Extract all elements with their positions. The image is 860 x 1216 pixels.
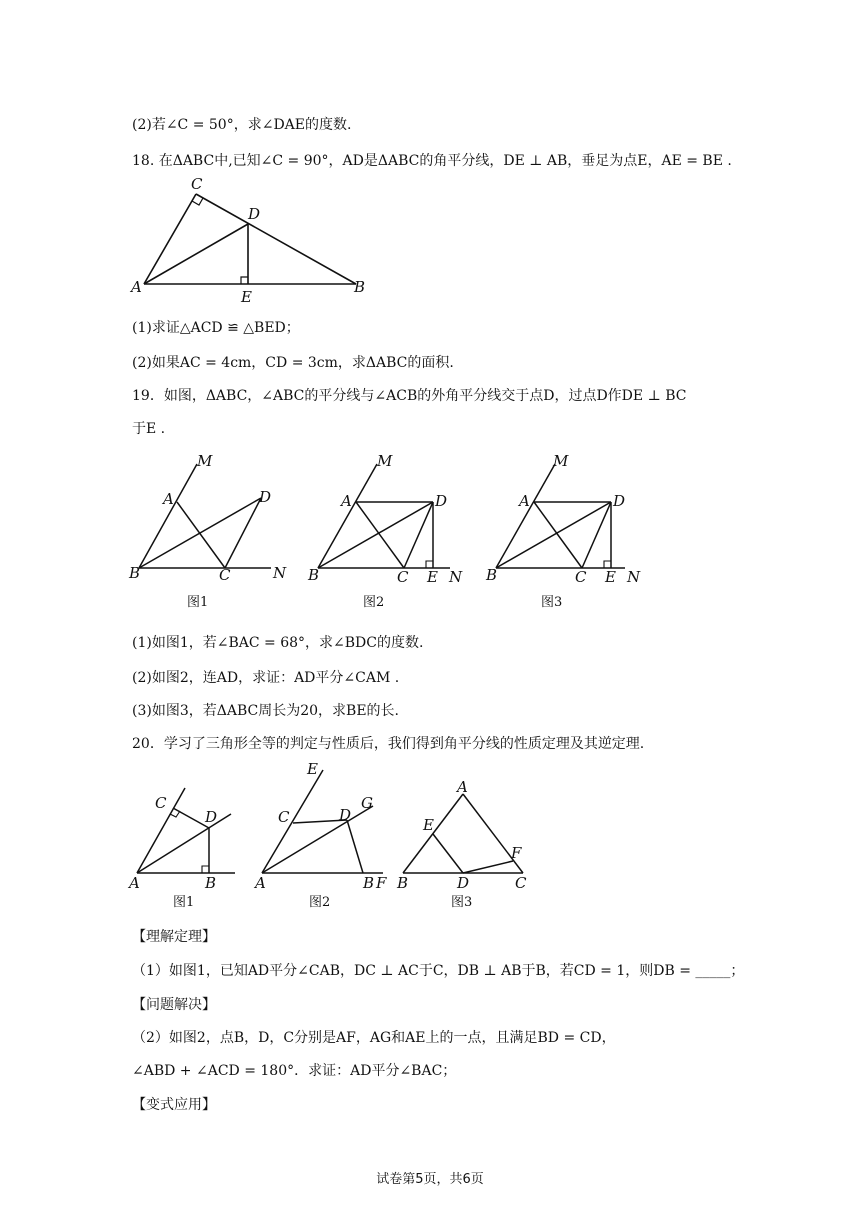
- q20f1-label-a: A: [129, 874, 140, 892]
- section-problem-solving: 【问题解决】: [132, 997, 216, 1013]
- q19-stem-b: 于E .: [132, 421, 166, 437]
- label-c: C: [191, 175, 203, 193]
- right-angle-e: [241, 277, 248, 284]
- q19-part2: (2)如图2，连AD，求证：AD平分∠CAM .: [132, 670, 400, 686]
- label-d: D: [248, 205, 261, 223]
- q19f3-label-c: C: [575, 568, 587, 586]
- q20-figures: [125, 758, 545, 913]
- q19f3-label-n: N: [627, 568, 641, 586]
- q19f2-label-d: D: [435, 492, 448, 510]
- q19-part3: (3)如图3，若ΔABC周长为20，求BE的长.: [132, 703, 399, 719]
- label-e: E: [241, 288, 252, 305]
- q20-part2-b: ∠ABD + ∠ACD = 180°．求证：AD平分∠BAC；: [132, 1063, 457, 1079]
- q20f3-label-e: E: [423, 816, 434, 834]
- q20f3-label-f: F: [511, 844, 522, 862]
- q20-fig3: [403, 794, 523, 873]
- q19f3-label-d: D: [613, 492, 626, 510]
- q20f3-label-c: C: [515, 874, 527, 892]
- q20-part2-a: （2）如图2，点B，D，C分别是AF，AG和AE上的一点，且满足BD = CD，: [132, 1030, 616, 1046]
- q19f1-label-m: M: [197, 452, 213, 470]
- q19f2-label-c: C: [397, 568, 409, 586]
- q20-fig1: [137, 788, 235, 873]
- q19f3-label-b: B: [486, 566, 498, 584]
- q20f3-label-d: D: [457, 874, 470, 892]
- q19-figures: [125, 450, 655, 615]
- q20f2-label-g: G: [361, 794, 373, 812]
- q19f1-label-c: C: [219, 566, 231, 584]
- q19f1-label-b: B: [129, 564, 141, 582]
- q20-caption-1: 图1: [173, 895, 195, 910]
- q20-caption-3: 图3: [451, 895, 473, 910]
- segment-ad: [144, 224, 248, 284]
- q20f2-label-b: B: [363, 874, 375, 892]
- q19f1-label-a: A: [163, 490, 174, 508]
- q19-stem-a: 19．如图，ΔABC，∠ABC的平分线与∠ACB的外角平分线交于点D，过点D作DE ⊥ BC: [132, 388, 687, 404]
- q19f2-label-e: E: [427, 568, 438, 586]
- q19-fig1: [139, 464, 271, 568]
- section-understand-theorem: 【理解定理】: [132, 929, 216, 945]
- page-footer: 试卷第5页，共6页: [376, 1172, 484, 1187]
- q18-stem: 18. 在ΔABC中,已知∠C = 90°，AD是ΔABC的角平分线，DE ⊥ AB，垂足为点E，AE = BE .: [132, 153, 732, 169]
- side-ac: [144, 194, 196, 284]
- label-b: B: [354, 278, 366, 296]
- q20f2-label-c: C: [278, 808, 290, 826]
- q20f1-label-b: B: [205, 874, 217, 892]
- q19f2-label-m: M: [377, 452, 393, 470]
- section-variant-application: 【变式应用】: [132, 1097, 216, 1113]
- q19f2-label-n: N: [449, 568, 463, 586]
- q20f2-label-d: D: [339, 806, 352, 824]
- side-cb: [196, 194, 356, 284]
- q19-fig2: [318, 464, 450, 568]
- q19-caption-2: 图2: [363, 595, 385, 610]
- label-a: A: [131, 278, 142, 296]
- q17-part2: (2)若∠C = 50°，求∠DAE的度数.: [132, 117, 352, 133]
- q19-fig3: [496, 464, 625, 568]
- q20f1-label-d: D: [205, 808, 218, 826]
- q19f2-label-a: A: [341, 492, 352, 510]
- q18-part2: (2)如果AC = 4cm，CD = 3cm，求ΔABC的面积.: [132, 355, 454, 371]
- q18-triangle-figure: [128, 170, 378, 305]
- q19f2-label-b: B: [308, 566, 320, 584]
- q20f3-label-a: A: [457, 778, 468, 796]
- q19f1-label-d: D: [259, 488, 272, 506]
- q19f3-label-m: M: [553, 452, 569, 470]
- q20f2-label-f: F: [376, 874, 387, 892]
- q20-stem: 20．学习了三角形全等的判定与性质后，我们得到角平分线的性质定理及其逆定理.: [132, 736, 645, 752]
- q19-caption-1: 图1: [187, 595, 209, 610]
- q20f2-label-e: E: [307, 760, 318, 778]
- q20f3-label-b: B: [397, 874, 409, 892]
- q20-part1: （1）如图1，已知AD平分∠CAB，DC ⊥ AC于C，DB ⊥ AB于B，若CD = 1，则DB = _____；: [132, 963, 745, 979]
- q20f1-label-c: C: [155, 794, 167, 812]
- q19-part1: (1)如图1，若∠BAC = 68°，求∠BDC的度数.: [132, 635, 424, 651]
- q18-part1: (1)求证△ACD ≌ △BED；: [132, 320, 300, 336]
- q20-caption-2: 图2: [309, 895, 331, 910]
- q19f3-label-a: A: [519, 492, 530, 510]
- q19f1-label-n: N: [273, 564, 287, 582]
- q19-caption-3: 图3: [541, 595, 563, 610]
- q20f2-label-a: A: [255, 874, 266, 892]
- q19f3-label-e: E: [605, 568, 616, 586]
